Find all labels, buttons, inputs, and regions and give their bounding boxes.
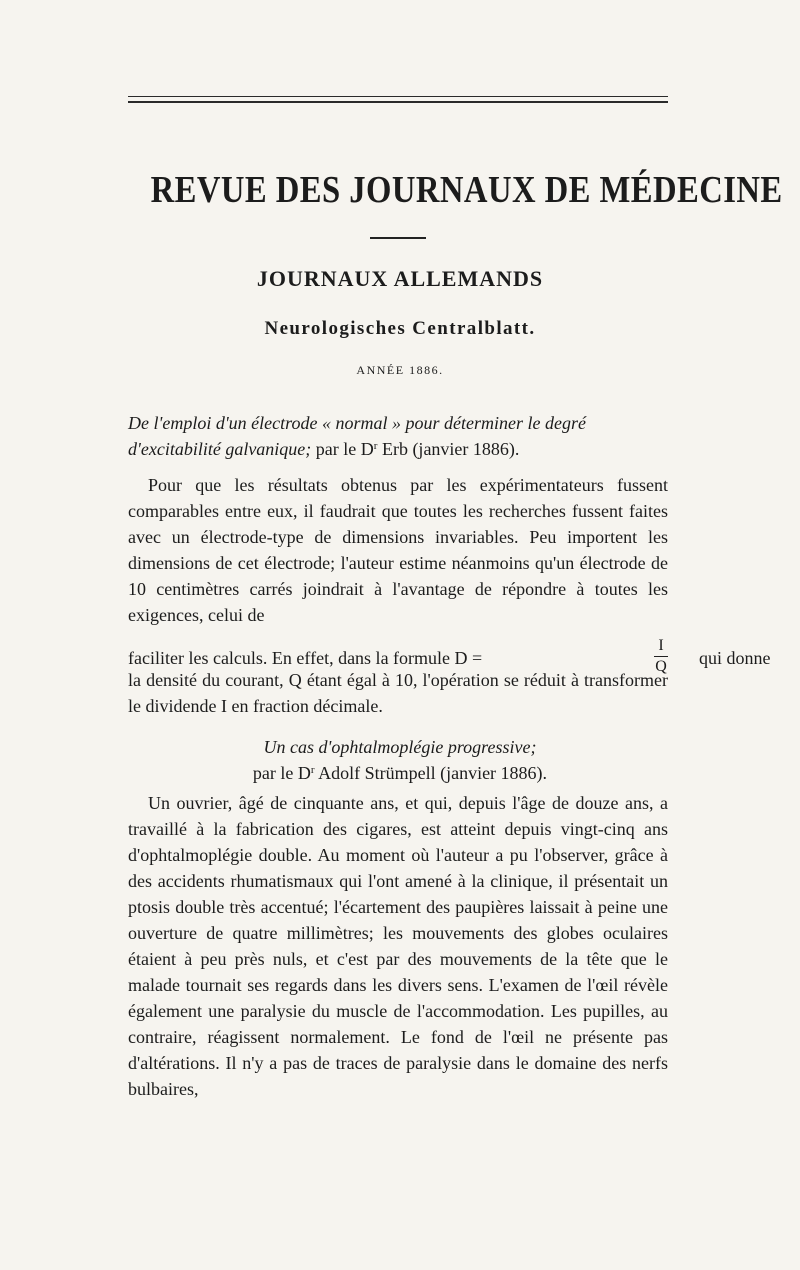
article2-paragraph — [128, 790, 668, 1102]
article2-paragraph-text: Un ouvrier, âgé de cinquante ans, et qui, depuis l'âge de douze ans, a travaillé à la fabrication des cigares, est atteint depuis vingt-cinq ans d'ophtalmoplégie double. Au moment où l'auteur a pu l'observer, grâce à des accidents rhumatismaux qui l'ont amené à la clinique, il présentait un ptosis double très accentué; l'écartement des paupières laissait à peine une ouverture de quatre millimètres; les mouvements des globes oculaires étaient à peu près nuls, et c'est par des mouvements de la tête que le malade tournait ses regards dans les divers sens. L'examen de l'œil révèle également une paralysie du muscle de l'accommodation. Les pupilles, au contraire, réagissent normalement. Le fond de l'œil ne présente pas d'altérations. Il n'y a pas de traces de paralysie dans le domaine des nerfs bulbaires, — [128, 793, 668, 1099]
article2-byline-prefix: par le D — [252, 763, 311, 783]
journal-name: Neurologisches Centralblatt. — [264, 318, 536, 339]
formula-equals: = — [472, 648, 485, 668]
article1-heading — [128, 410, 668, 462]
formula-tail-text: qui donne — [699, 648, 771, 668]
article1-paragraph-part1: Pour que les résultats obtenus par les expérimentateurs fussent comparables entre eux, il faudrait que toutes les recherches fussent faites avec un électrode-type de dimensions invariables. Peu importent les dimensions de cet électrode; l'auteur estime néanmoins qu'un électrode de 10 centimètres carrés joindrait à l'avantage de répondre à toutes les exigences, celui de — [128, 475, 668, 625]
article1-byline-sup: r — [373, 440, 378, 452]
header-double-rule — [128, 96, 668, 104]
page-title: REVUE DES JOURNAUX DE MÉDECINE — [150, 169, 783, 211]
article1-title: De l'emploi d'un électrode « normal » pour déterminer le degré d'excitabilité galvanique; — [128, 413, 586, 459]
section-subtitle: JOURNAUX ALLEMANDS — [256, 266, 544, 291]
year-label: ANNÉE 1886. — [356, 363, 444, 377]
title-divider — [370, 237, 426, 239]
formula-numerator: I — [658, 637, 664, 654]
formula-lead-text: faciliter les calculs. En effet, dans la formule D — [128, 648, 468, 668]
article1-paragraph — [128, 472, 668, 628]
article1-byline-suffix: Erb (janvier 1886). — [381, 439, 520, 459]
formula-denominator: Q — [655, 658, 667, 675]
article1-byline-prefix: par le D — [315, 439, 374, 459]
article2-title: Un cas d'ophtalmoplégie progressive; — [263, 737, 537, 757]
article2-byline-sup: r — [310, 764, 315, 776]
article1-paragraph-end — [128, 667, 668, 719]
article2-heading — [100, 734, 700, 786]
article2-byline-suffix: Adolf Strümpell (janvier 1886). — [318, 763, 548, 783]
article1-paragraph-part2: la densité du courant, Q étant égal à 10, l'opération se réduit à transformer le dividende I en fraction décimale. — [128, 670, 668, 716]
